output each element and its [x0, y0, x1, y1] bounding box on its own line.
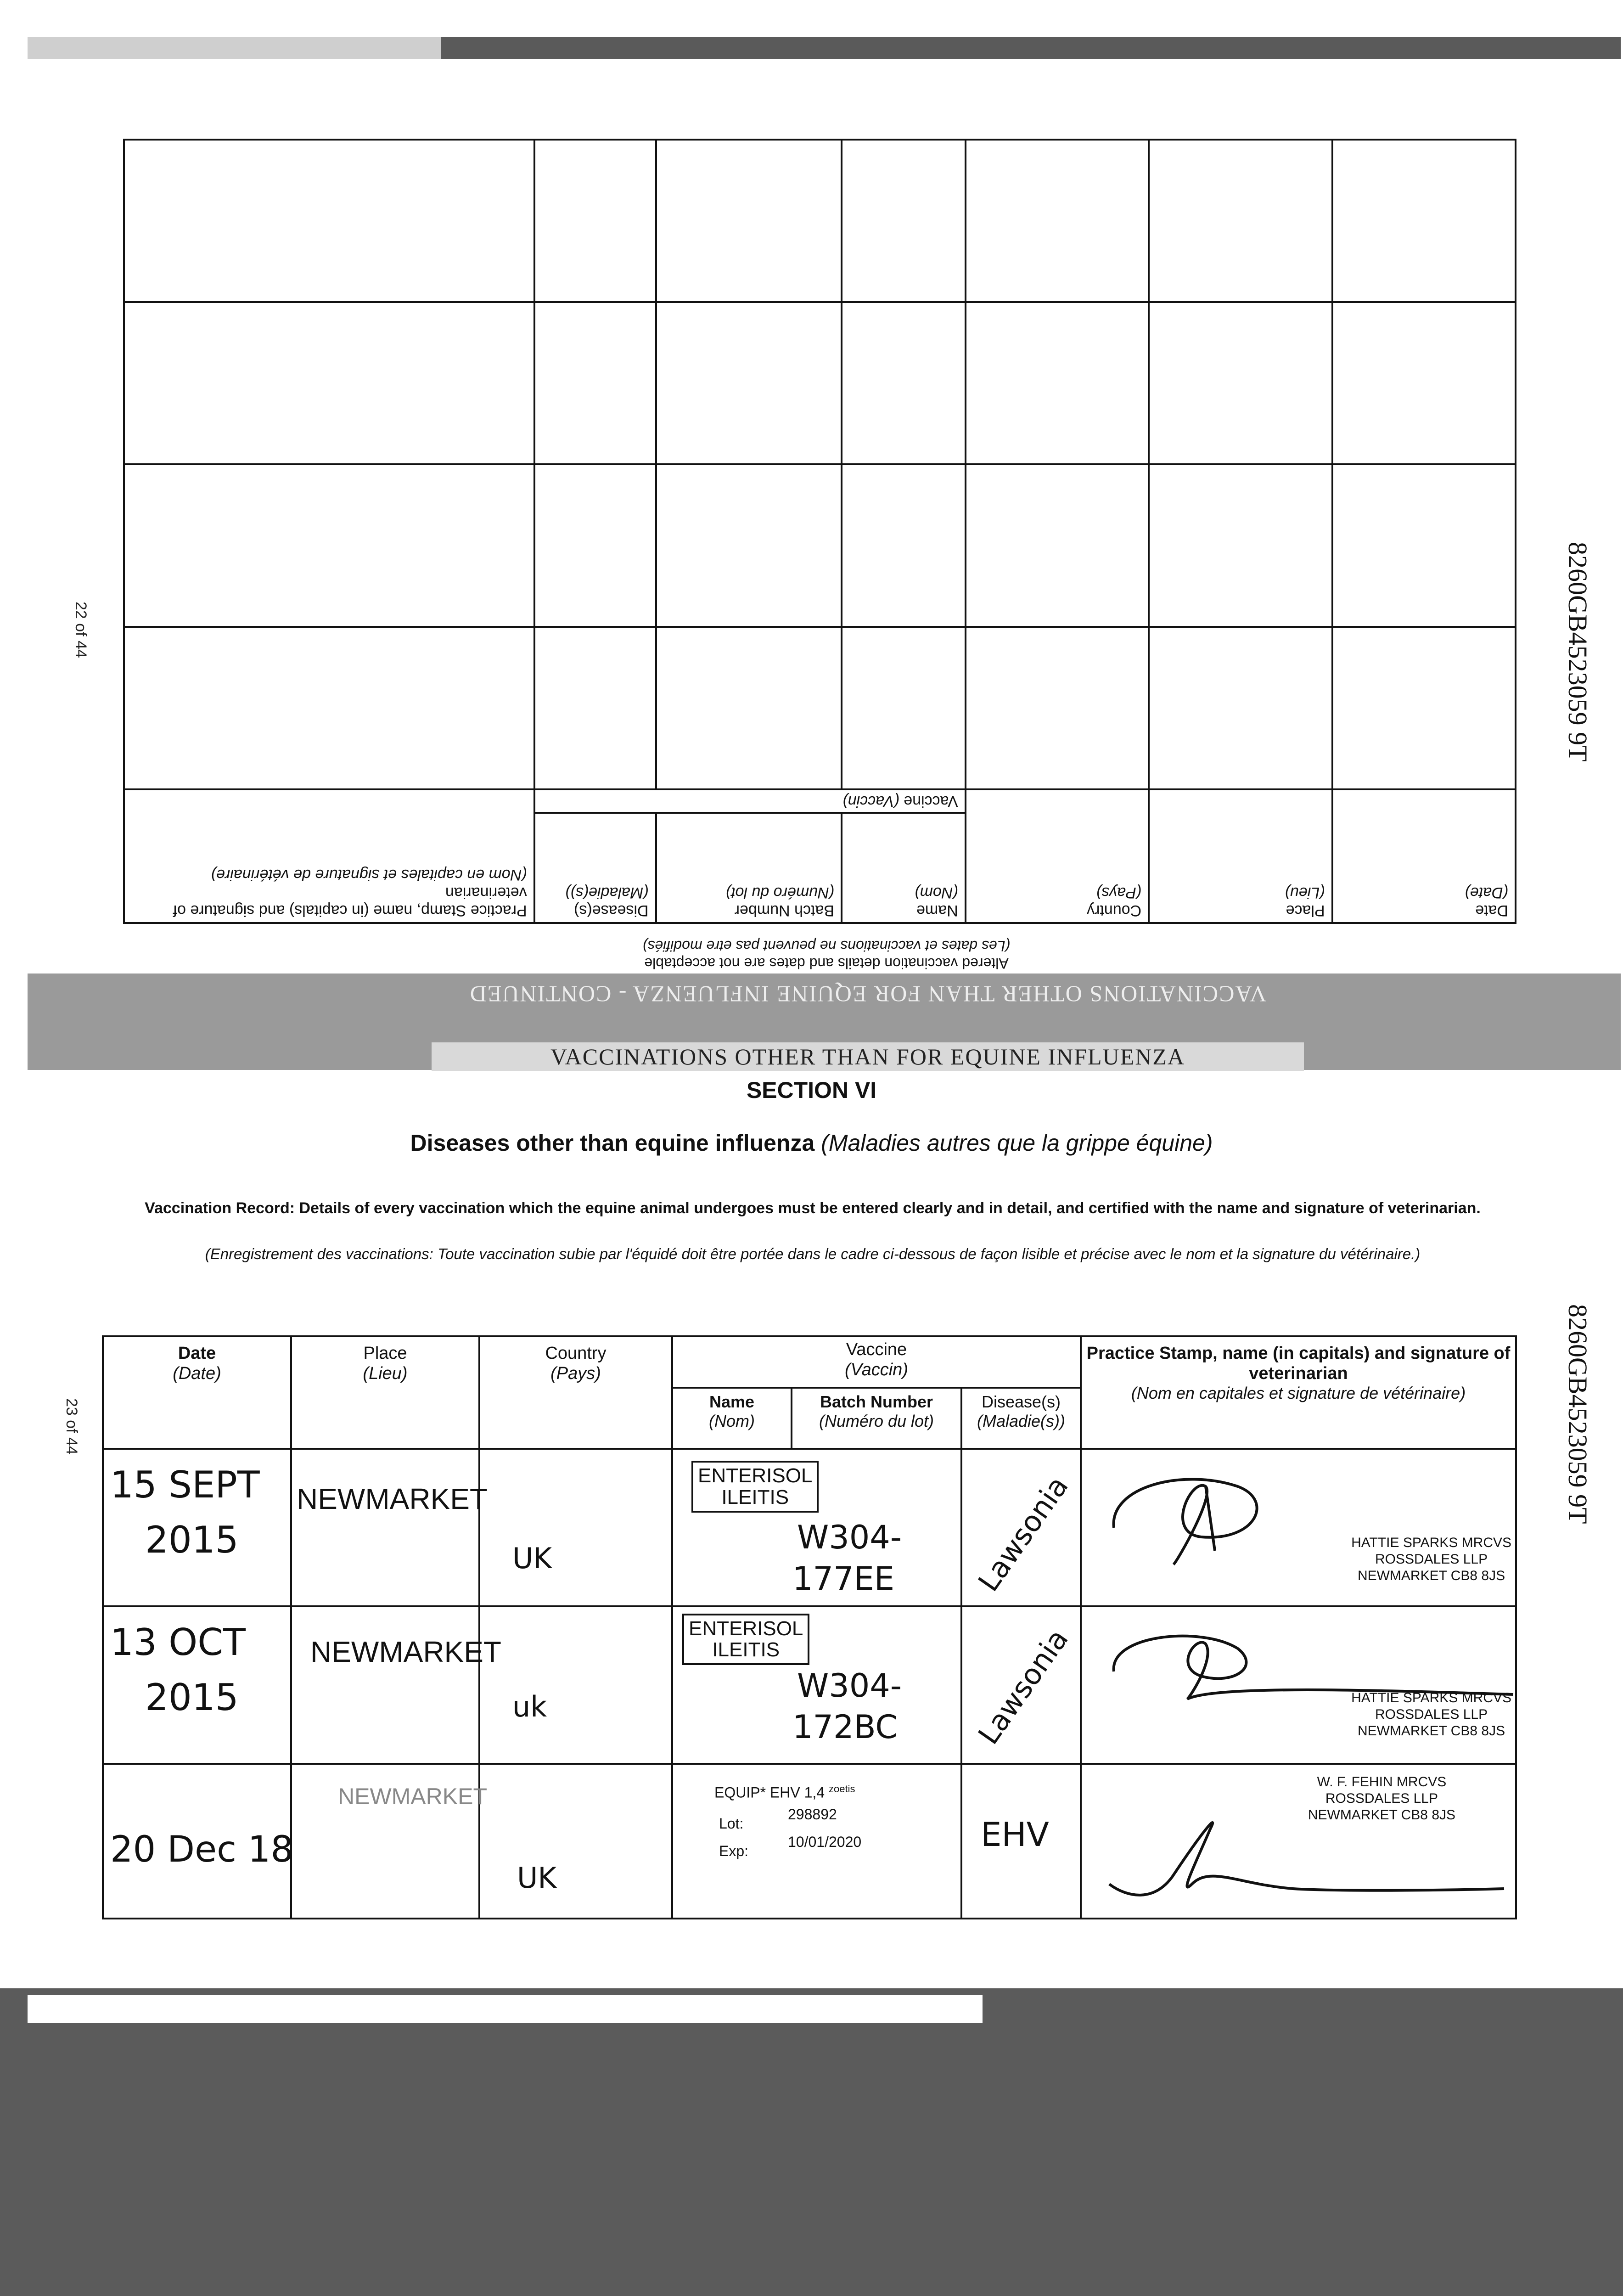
upper-vaccination-table: [123, 139, 1516, 924]
cell-vaccine-batch: ENTERISOL ILEITIS W304- 172BC: [672, 1606, 961, 1764]
scan-edge-bar: [28, 37, 1621, 59]
header-name: Name (Nom): [672, 1388, 792, 1449]
cell-country: UK: [479, 1764, 672, 1919]
scan-bottom-region: [0, 1988, 1623, 2296]
instruction-text: Vaccination Record: Details of every vaccination which the equine animal undergoes must be entered clearly and in detail, and certified with the name and signature of veterinarian.: [145, 1199, 1481, 1217]
page-number-lower: 23 of 44: [63, 1398, 80, 1455]
cell-vaccine-batch: ENTERISOL ILEITIS W304- 177EE: [672, 1449, 961, 1606]
header-country: Country (Pays): [479, 1336, 672, 1449]
header-date: Date (Date): [1332, 789, 1516, 923]
cell-country: UK: [479, 1449, 672, 1606]
header-disease: Disease(s) (Maladie(s)): [961, 1388, 1081, 1449]
band-title: VACCINATIONS OTHER THAN FOR EQUINE INFLUENZA: [432, 1042, 1304, 1071]
header-place: Place (Lieu): [291, 1336, 479, 1449]
cell-date: 13 OCT 2015: [103, 1606, 291, 1764]
cell-disease: Lawsonia: [961, 1449, 1081, 1606]
header-name: Name (Nom): [842, 813, 966, 923]
cell-place: NEWMARKET: [291, 1764, 479, 1919]
table-row: [103, 1764, 1516, 1919]
cell-stamp: [1081, 1764, 1516, 1919]
header-vaccine: Vaccine (Vaccin): [672, 1336, 1081, 1388]
cell-date: 20 Dec 18: [103, 1764, 291, 1919]
cell-place: NEWMARKET: [291, 1606, 479, 1764]
cell-disease: EHV: [961, 1764, 1081, 1919]
cell-disease: Lawsonia: [961, 1606, 1081, 1764]
section-subtitle: Diseases other than equine influenza (Maladies autres que la grippe équine): [410, 1130, 1213, 1156]
section-band: [28, 974, 1621, 1070]
vaccination-table: [102, 1335, 1515, 1919]
header-vaccine: Vaccine (Vaccin): [534, 789, 966, 813]
vaccine-stamp: ENTERISOL ILEITIS: [682, 1614, 809, 1665]
upper-band-title: VACCINATIONS OTHER THAN FOR EQUINE INFLUENZA - CONTINUED: [469, 981, 1267, 1007]
signature: [1100, 1792, 1513, 1912]
header-disease: Disease(s) (Maladie(s)): [534, 813, 656, 923]
header-batch: Batch Number (Numéro du lot): [656, 813, 842, 923]
page-number-upper: 22 of 44: [72, 602, 90, 658]
header-stamp: Practice Stamp, name (in capitals) and signature of veterinarian (Nom en capitales et signature de vétérinaire): [124, 789, 534, 923]
header-date: Date (Date): [103, 1336, 291, 1449]
cell-place: NEWMARKET: [291, 1449, 479, 1606]
cell-stamp: [1081, 1449, 1516, 1606]
vet-stamp: W. F. FEHIN MRCVS ROSSDALES LLP NEWMARKET CB8 8JS: [1308, 1774, 1456, 1823]
header-batch: Batch Number (Numéro du lot): [792, 1388, 961, 1449]
cell-stamp: [1081, 1606, 1516, 1764]
header-place: Place (Lieu): [1149, 789, 1332, 923]
cell-date: 15 SEPT 2015: [103, 1449, 291, 1606]
table-row: [103, 1449, 1516, 1606]
scan-bottom-strip: [28, 1995, 983, 2023]
instruction-text-fr: (Enregistrement des vaccinations: Toute vaccination subie par l'équidé doit être portée dans le cadre ci-dessous de façon lisible et précise avec le nom et la signature du vétérinaire.): [205, 1245, 1421, 1262]
altered-notice: Altered vaccination details and dates are not acceptable (Les dates et vaccinations ne peuvent pas etre modifiés): [642, 937, 1011, 972]
section-heading: SECTION VI: [746, 1077, 877, 1103]
header-country: Country (Pays): [966, 789, 1149, 923]
signature: [1100, 1459, 1293, 1569]
document-code-upper: 8260GB4523059 9T: [1563, 542, 1593, 762]
document-code-lower: 8260GB4523059 9T: [1563, 1304, 1593, 1524]
vet-stamp: HATTIE SPARKS MRCVS ROSSDALES LLP NEWMARKET CB8 8JS: [1351, 1690, 1512, 1739]
cell-vaccine-batch: EQUIP* EHV 1,4 $^{zoetis}$ Lot: 298892 Exp: 10/01/2020: [672, 1764, 961, 1919]
vet-stamp: HATTIE SPARKS MRCVS ROSSDALES LLP NEWMARKET CB8 8JS: [1351, 1535, 1512, 1584]
header-stamp: Practice Stamp, name (in capitals) and signature of veterinarian (Nom en capitales et signature de vétérinaire): [1081, 1336, 1516, 1449]
vaccine-stamp: ENTERISOL ILEITIS: [691, 1461, 819, 1512]
table-row: [103, 1606, 1516, 1764]
cell-country: uk: [479, 1606, 672, 1764]
